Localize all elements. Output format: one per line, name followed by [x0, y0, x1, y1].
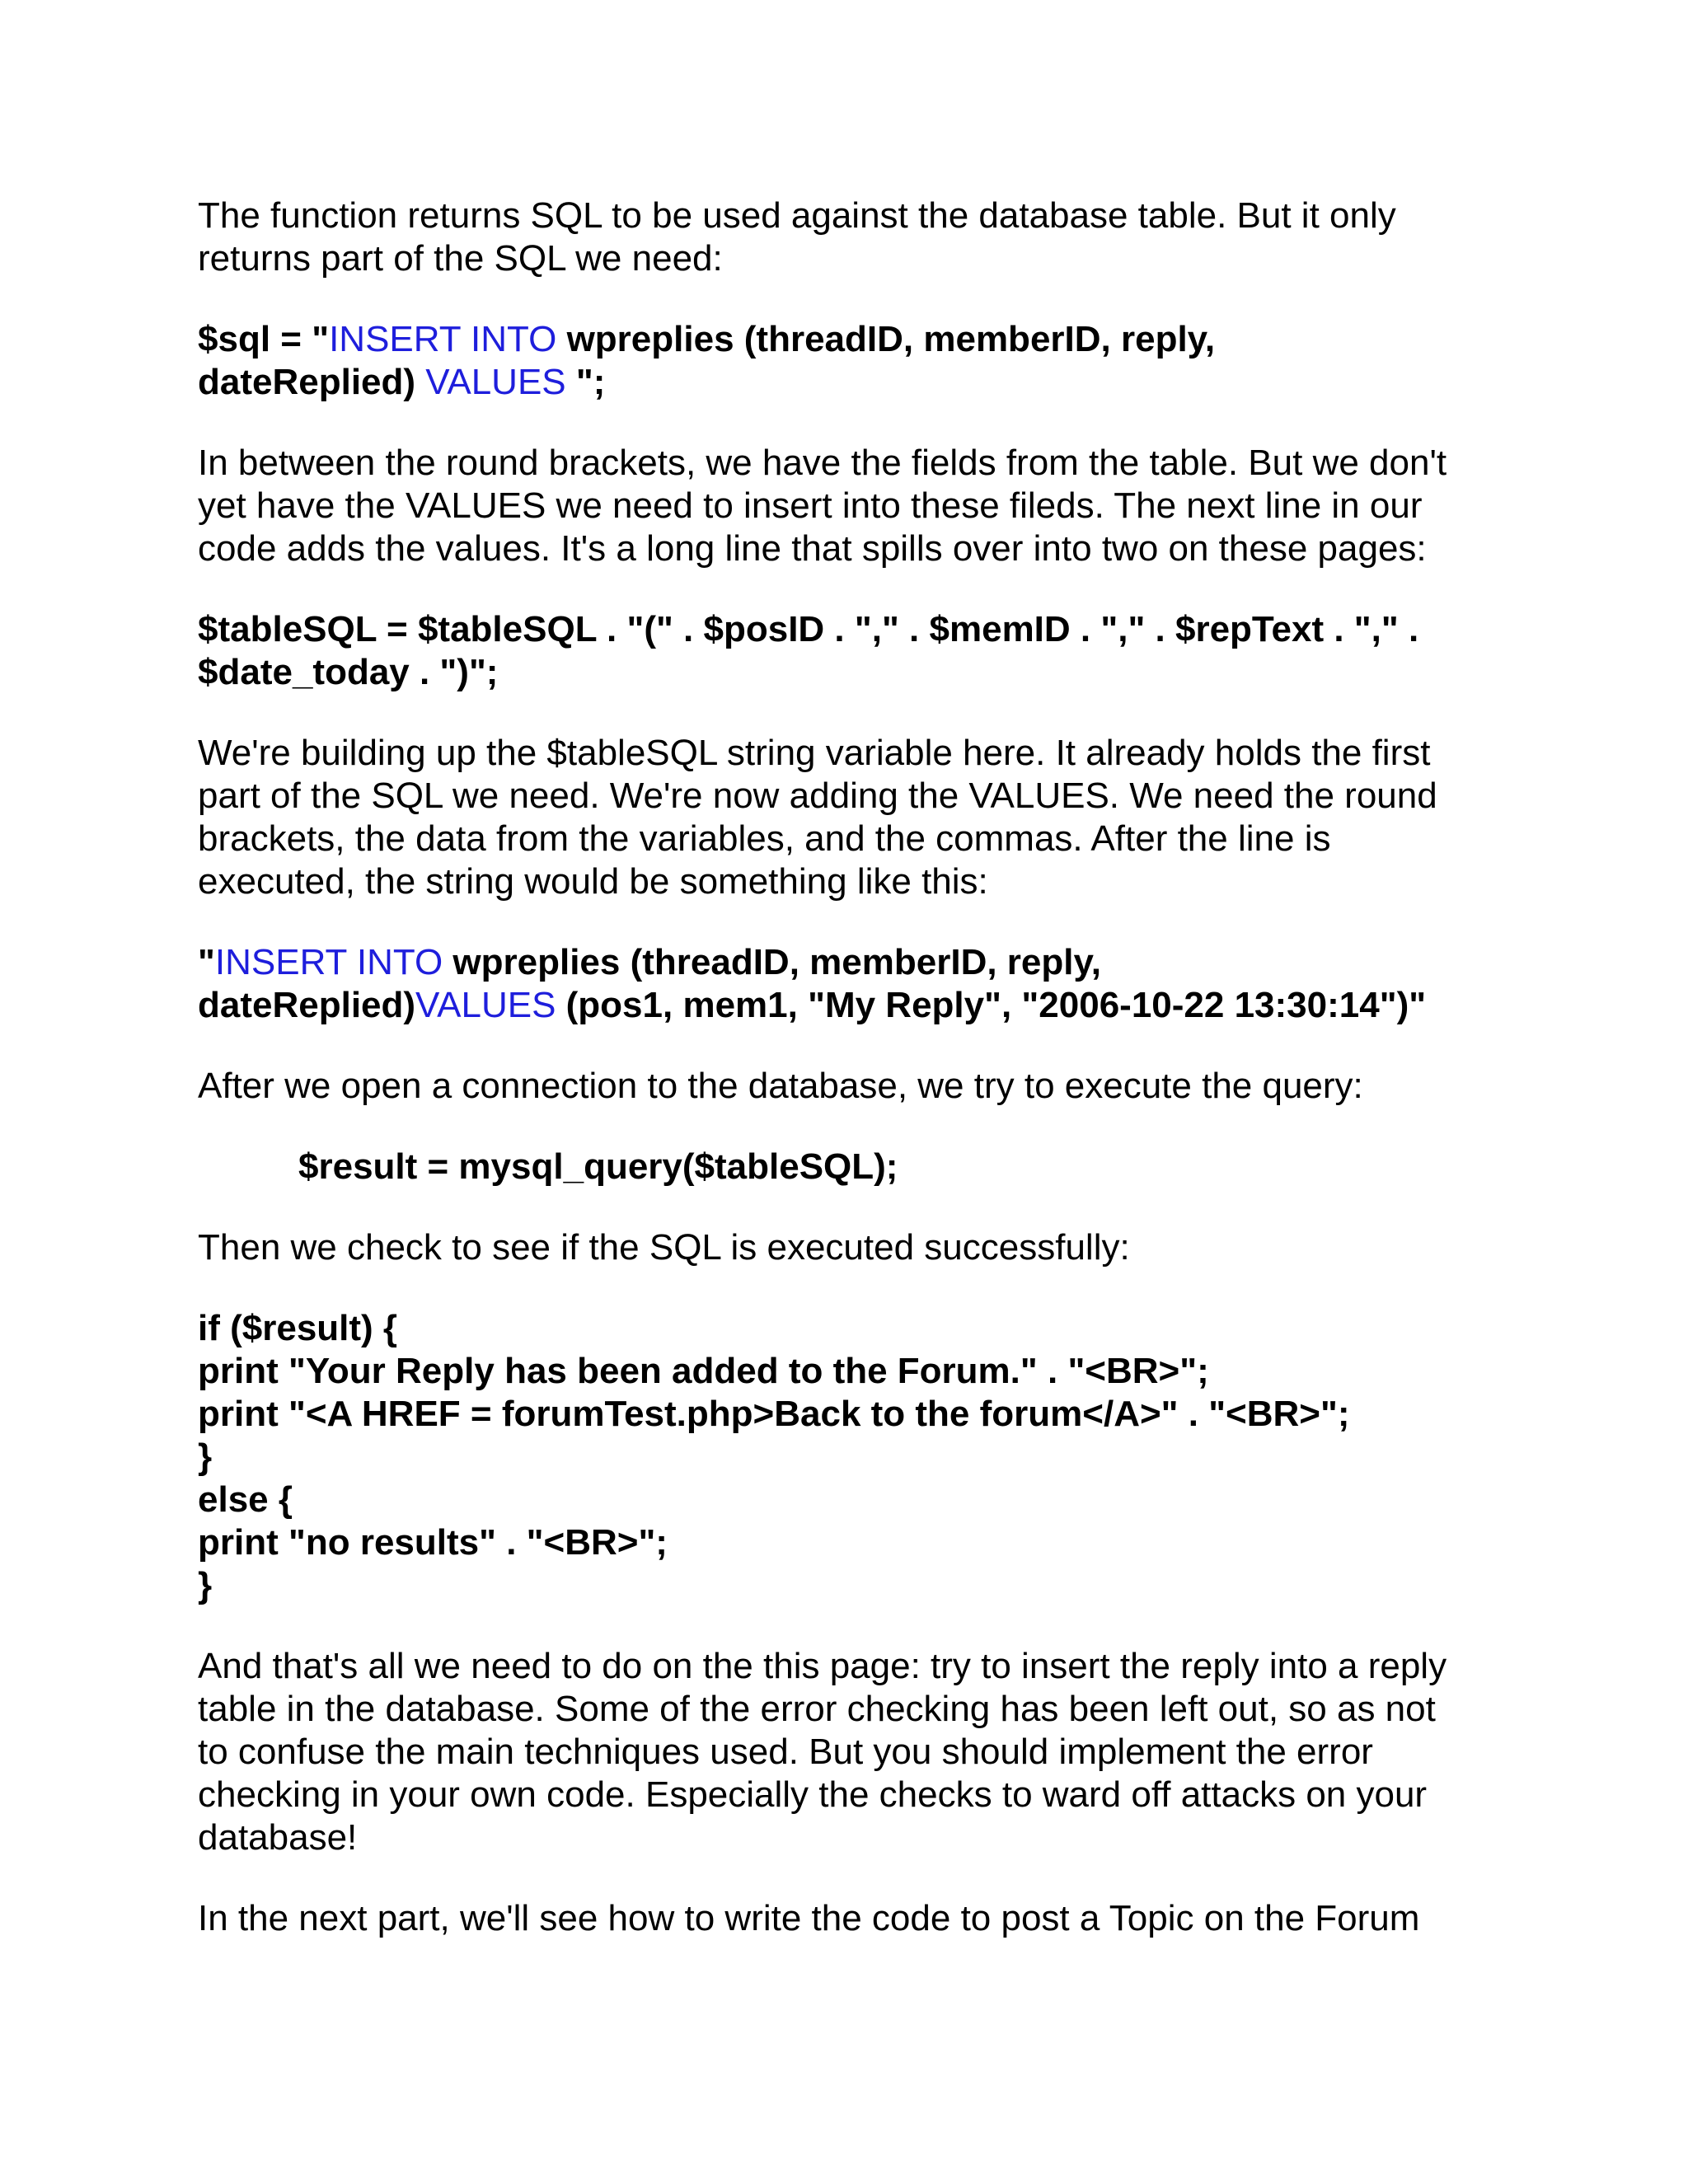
code-text: " — [198, 942, 215, 982]
code-line: print "Your Reply has been added to the Forum." . "<BR>"; — [198, 1351, 1209, 1391]
intro-paragraph — [198, 194, 1500, 280]
text-line: to confuse the main techniques used. But you should implement the error — [198, 1732, 1373, 1772]
code-line — [198, 941, 1500, 984]
text-line: After we open a connection to the database, we try to execute the query: — [198, 1066, 1363, 1106]
code-line: if ($result) { — [198, 1308, 398, 1348]
sql-keyword: INSERT INTO — [329, 319, 557, 359]
code-text: dateReplied) — [198, 362, 426, 402]
text-line: We're building up the $tableSQL string variable here. It already holds the first — [198, 733, 1431, 773]
text-line: returns part of the SQL we need: — [198, 238, 723, 279]
sql-keyword: INSERT INTO — [214, 942, 443, 982]
sql-code-block — [198, 318, 1500, 404]
round-brackets-paragraph — [198, 442, 1500, 570]
text-line: checking in your own code. Especially the checks to ward off attacks on your — [198, 1774, 1428, 1815]
code-text: dateReplied) — [198, 985, 416, 1025]
code-line — [198, 984, 1500, 1027]
text-line: executed, the string would be something like this: — [198, 861, 988, 902]
code-line: else { — [198, 1479, 293, 1520]
text-line: In the next part, we'll see how to write the code to post a Topic on the Forum — [198, 1898, 1420, 1938]
code-line: } — [198, 1436, 213, 1477]
building-string-paragraph — [198, 732, 1500, 903]
text-line: And that's all we need to do on the this page: try to insert the reply into a reply — [198, 1646, 1447, 1686]
text-line: In between the round brackets, we have the fields from the table. But we don't — [198, 443, 1447, 483]
result-string-code-block — [198, 941, 1500, 1027]
text-line: code adds the values. It's a long line that spills over into two on these pages: — [198, 528, 1427, 569]
code-text: wpreplies (threadID, memberID, reply, — [556, 319, 1216, 359]
text-line: brackets, the data from the variables, and the commas. After the line is — [198, 818, 1331, 859]
sql-keyword: VALUES — [415, 985, 556, 1025]
code-text: $sql = " — [198, 319, 330, 359]
code-text: "; — [565, 362, 606, 402]
if-result-code-block — [198, 1307, 1500, 1607]
code-line — [198, 318, 1500, 361]
tablesql-code-block — [198, 608, 1500, 694]
execute-query-paragraph — [198, 1065, 1500, 1108]
text-line: Then we check to see if the SQL is executed successfully: — [198, 1227, 1130, 1268]
text-line: part of the SQL we need. We're now adding the VALUES. We need the round — [198, 776, 1437, 816]
code-line: } — [198, 1565, 213, 1605]
text-line: yet have the VALUES we need to insert into these fileds. The next line in our — [198, 485, 1423, 526]
next-part-paragraph — [198, 1897, 1500, 1940]
text-line: database! — [198, 1817, 358, 1858]
sql-keyword: VALUES — [425, 362, 566, 402]
code-line: print "no results" . "<BR>"; — [198, 1522, 668, 1563]
document-page — [198, 194, 1500, 1978]
code-line: $result = mysql_query($tableSQL); — [298, 1146, 898, 1187]
code-line — [198, 361, 1500, 404]
code-text: (pos1, mem1, "My Reply", "2006-10-22 13:30:14")" — [556, 985, 1427, 1025]
text-line: table in the database. Some of the error checking has been left out, so as not — [198, 1689, 1436, 1729]
mysql-query-code-block — [198, 1146, 1500, 1188]
summary-paragraph — [198, 1645, 1500, 1859]
code-text: wpreplies (threadID, memberID, reply, — [443, 942, 1101, 982]
code-line: $tableSQL = $tableSQL . "(" . $posID . "," . $memID . "," . $repText . "," . — [198, 609, 1419, 649]
code-line: $date_today . ")"; — [198, 652, 499, 692]
code-line: print "<A HREF = forumTest.php>Back to the forum</A>" . "<BR>"; — [198, 1394, 1350, 1434]
check-success-paragraph — [198, 1226, 1500, 1269]
text-line: The function returns SQL to be used against the database table. But it only — [198, 195, 1396, 236]
